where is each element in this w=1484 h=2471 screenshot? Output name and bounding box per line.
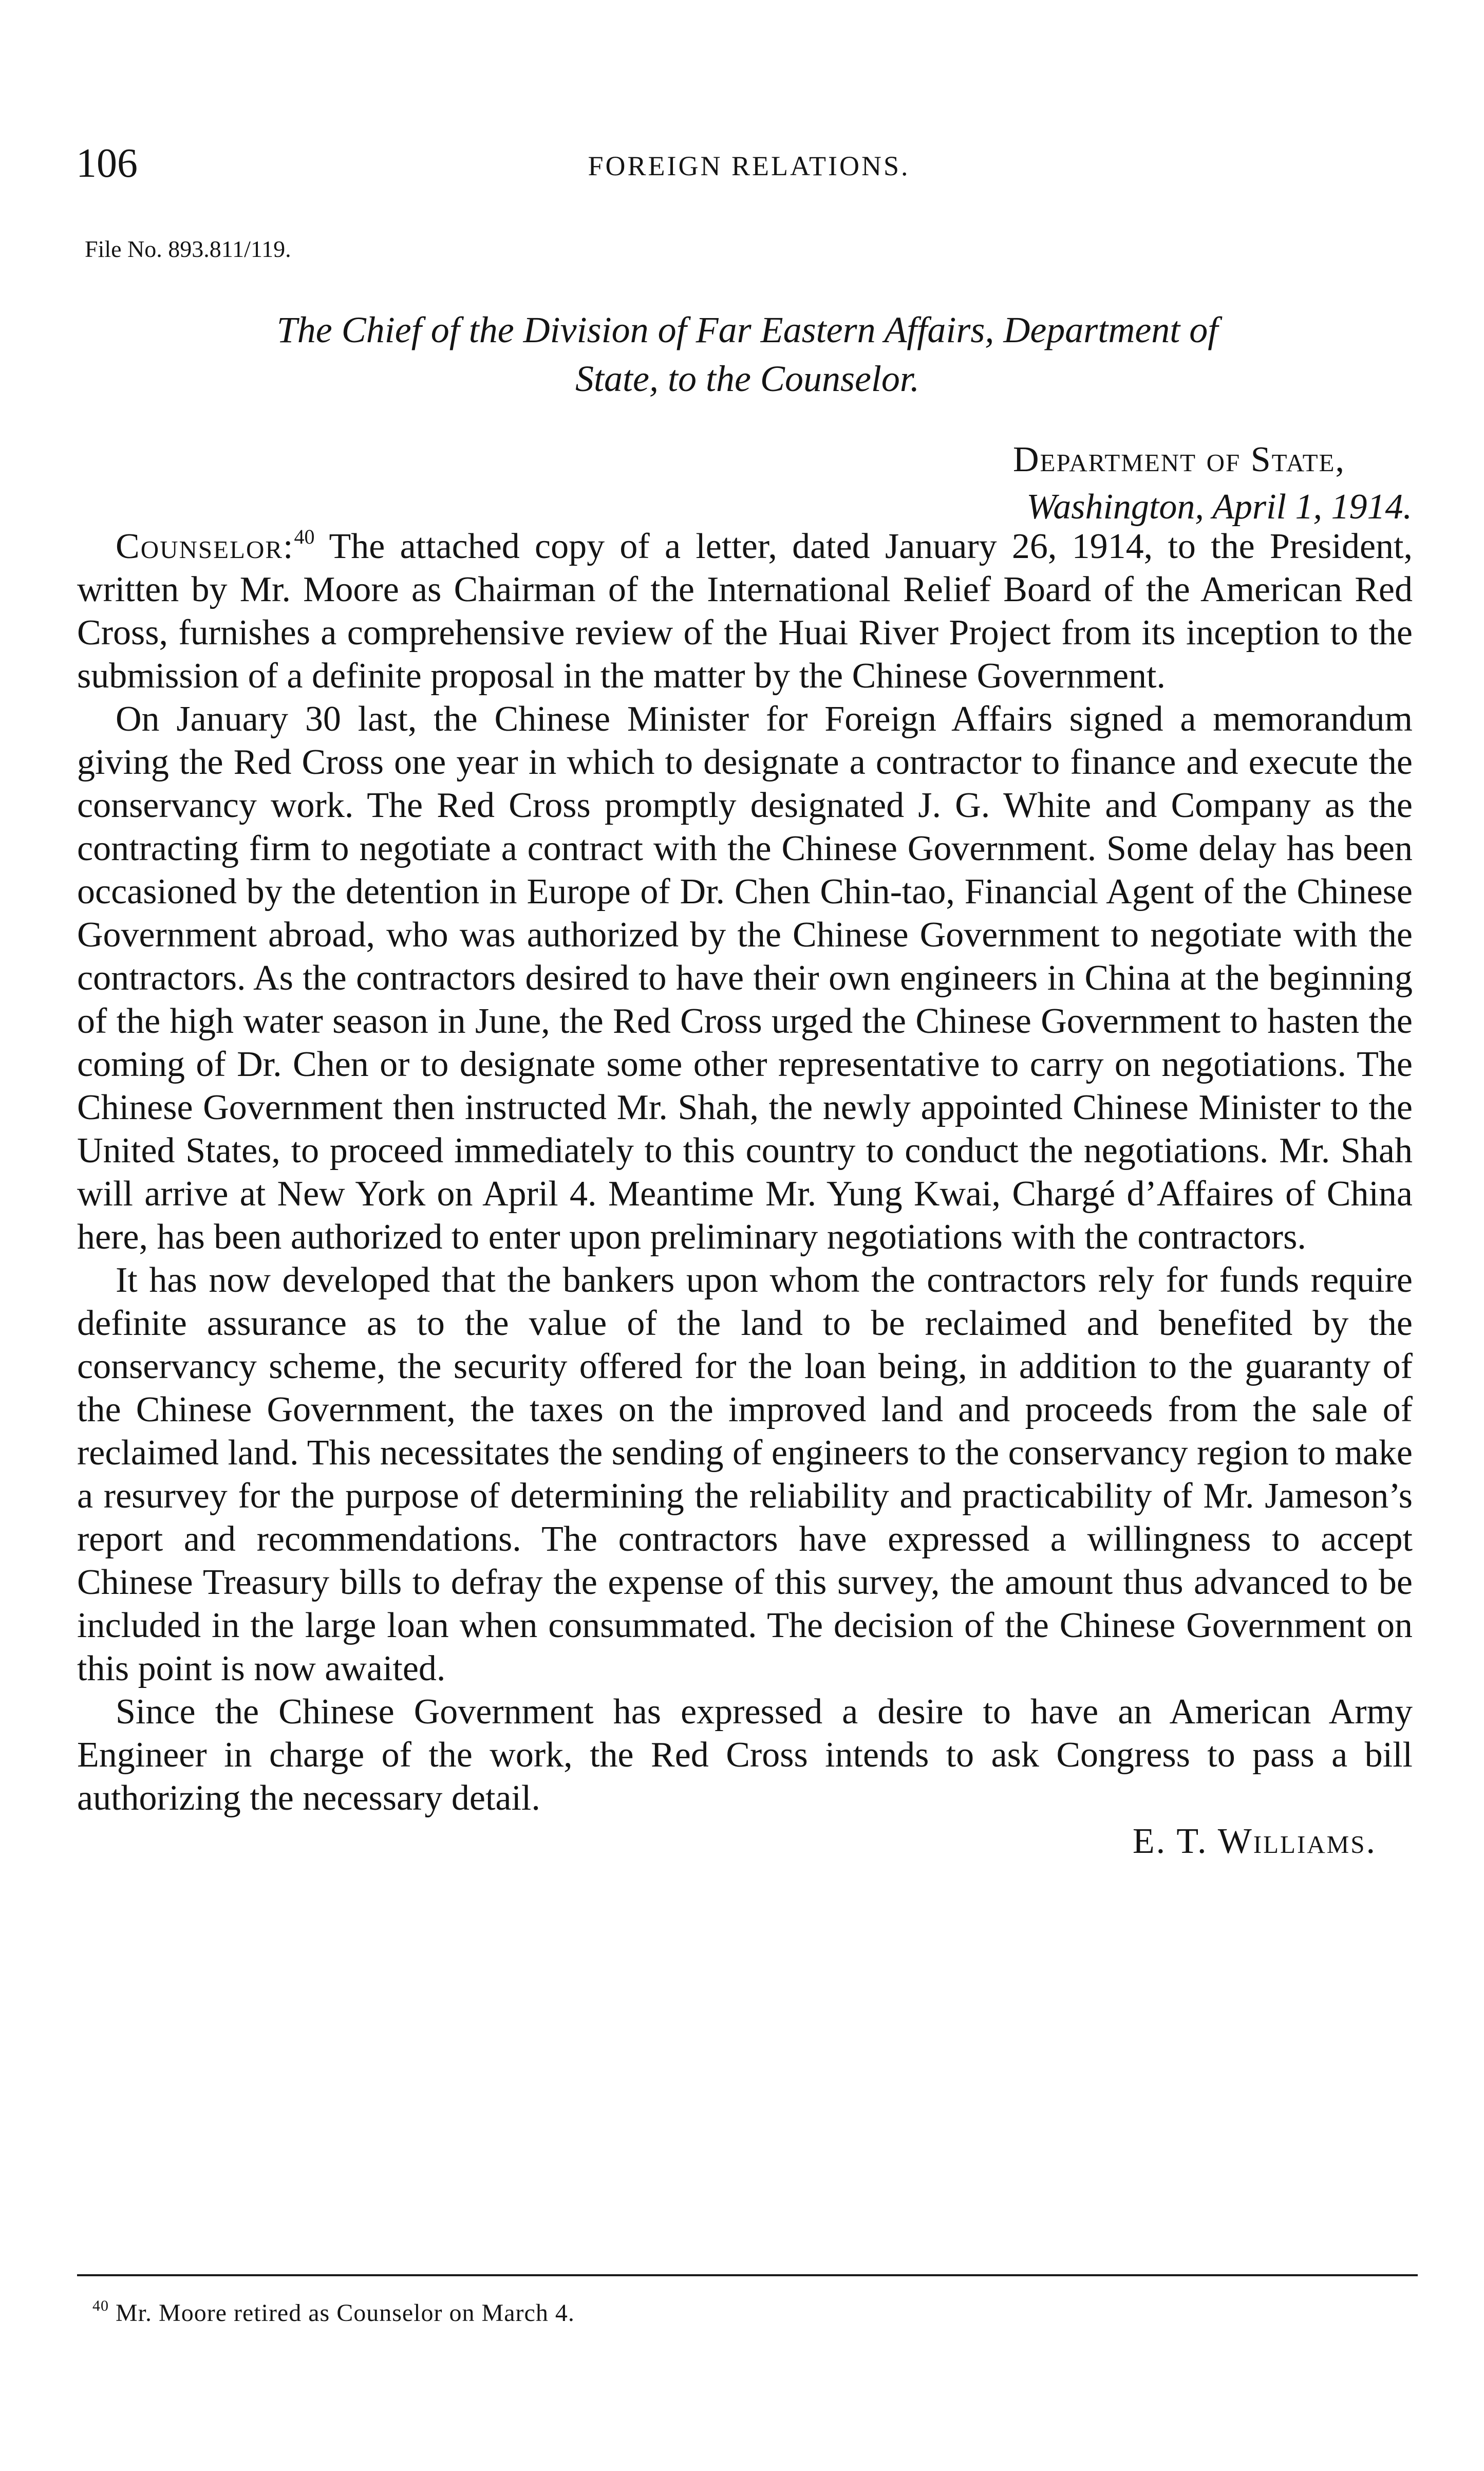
footnote-reference: 40 [294,525,315,548]
footnote-divider [77,2274,1418,2276]
paragraph-3: It has now developed that the bankers upon whom the contractors rely for funds require definite assurance as to the value of the land to be reclaimed and benefited by the conservancy scheme, the security offered for the loan being, in addition to the guaranty of the Chinese Government, the taxes on the improved land and proceeds from the sale of reclaimed land. This necessitates the sending of engineers to the conservancy region to make a resurvey for the purpose of determining the reliability and practicability of Mr. Jameson’s report and recommendations. The contractors have expressed a willingness to accept Chinese Treasury bills to defray the expense of this survey, the amount thus advanced to be included in the large loan when consummated. The decision of the Chinese Government on this point is now awaited. [77,1260,1413,1688]
footnote [92,2297,575,2330]
letter-body [77,525,1413,1863]
footnote-marker: 40 [92,2297,109,2314]
place-and-date: Washington, April 1, 1914. [1026,487,1412,527]
running-head [76,138,1422,189]
paragraph-1 [77,525,1413,698]
page-number: 106 [76,141,138,186]
heading-line-2: State, to the Counselor. [575,358,919,399]
footnote-text: Mr. Moore retired as Counselor on March 4. [116,2299,575,2327]
signature: E. T. Williams. [1132,1822,1377,1861]
file-number: File No. 893.811/119. [85,236,291,262]
running-title: FOREIGN RELATIONS. [588,151,910,181]
paragraph-1-text: The attached copy of a letter, dated January 26, 1914, to the President, written by Mr. Moore as Chairman of the International Relief Board of the American Red Cross, furnishes a comprehensive review of the Huai River Project from its inception to the submission of a definite proposal in the matter by the Chinese Government. [77,527,1413,696]
paragraph-4: Since the Chinese Government has expressed a desire to have an American Army Engineer in charge of the work, the Red Cross intends to ask Congress to pass a bill authorizing the necessary detail. [77,1692,1413,1818]
document-heading [77,306,1418,403]
dateline [1013,437,1412,530]
paragraph-2: On January 30 last, the Chinese Minister for Foreign Affairs signed a memorandum giving the Red Cross one year in which to designate a contractor to finance and execute the conservancy work. The Red Cross promptly designated J. G. White and Company as the contracting firm to negotiate a contract with the Chinese Government. Some delay has been occasioned by the detention in Europe of Dr. Chen Chin-tao, Financial Agent of the Chinese Government abroad, who was authorized by the Chinese Government to negotiate with the contractors. As the contractors desired to have their own engineers in China at the beginning of the high water season in June, the Red Cross urged the Chinese Government to hasten the coming of Dr. Chen or to designate some other representative to carry on negotiations. The Chinese Government then instructed Mr. Shah, the newly appointed Chinese Minister to the United States, to proceed immediately to this country to conduct the negotiations. Mr. Shah will arrive at New York on April 4. Meantime Mr. Yung Kwai, Chargé d’Affaires of China here, has been authorized to enter upon preliminary negotiations with the contractors. [77,699,1413,1257]
department-name: Department of State, [1012,440,1345,479]
heading-line-1: The Chief of the Division of Far Eastern Affairs, Department of [276,309,1218,350]
salutation: Counselor: [116,527,294,566]
